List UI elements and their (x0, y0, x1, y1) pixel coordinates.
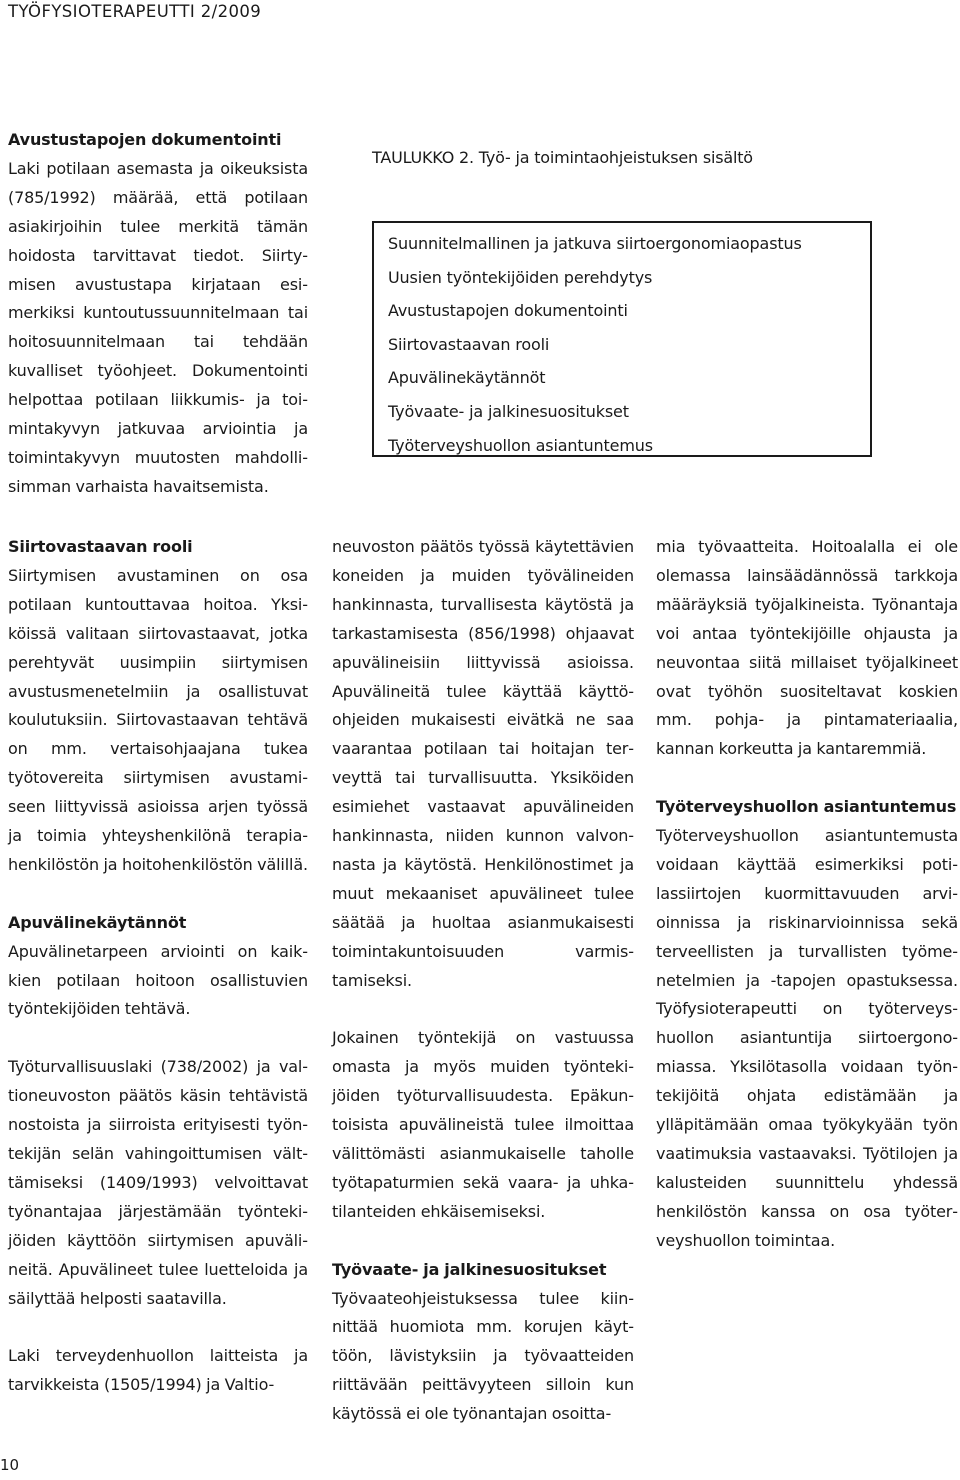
section-heading: Työterveyshuollon asiantuntemus (656, 797, 957, 817)
body-paragraph: Laki potilaan asemasta ja oikeuksista (785/1992) määrää, että potilaan asiakirjoihin tulee merkitä tämän hoidosta tarvittavat tiedot. Siirtymisen avustustapa kirjataan esimerkiksi kuntoutussuunnitelmaan tai hoitosuunnitelmaan tai tehdään kuvalliset työohjeet. Dokumentointi helpottaa potilaan liikkumis- ja toimintakyvyn jatkuvaa arviointia ja toimintakyvyn muutosten mahdollisimman varhaista havaitsemista. (8, 158, 308, 496)
page-number: 10 (0, 1456, 20, 1474)
section-heading: Avustustapojen dokumentointi (8, 130, 282, 149)
body-paragraph: Apuvälinetarpeen arviointi on kaikkien potilaan hoitoon osallistuvien työntekijöiden tehtävä. (8, 941, 308, 1019)
table-row: Suunnitelmallinen ja jatkuva siirtoergonomiaopastus (388, 234, 802, 253)
body-paragraph: mia työvaatteita. Hoitoalalla ei ole olemassa lainsäädännössä tarkkoja määräyksiä työjalkineista. Työnantaja voi antaa työntekijöille ohjausta ja neuvontaa siitä millaiset työjalkineet ovat työhön suositeltavat koskien mm. pohja- ja pintamateriaalia, kannan korkeutta ja kantaremmiä. (656, 537, 958, 759)
paragraph-gap (8, 880, 308, 909)
table-row: Avustustapojen dokumentointi (388, 301, 628, 321)
body-paragraph: neuvoston päätös työssä käytettävien koneiden ja muiden työvälineiden hankinnasta, turvallisesta käytöstä ja tarkastamisesta (856/1998) ohjaavat apuvälineisiin liittyvissä asioissa. Apuvälineitä tulee käyttää käyttöohjeiden mukaisesti eivätkä ne saa vaarantaa potilaan tai hoitajan terveyttä tai turvallisuutta. Yksiköiden esimiehet vastaavat apuvälineiden hankinnasta, niiden kunnon valvonnasta ja käytöstä. Henkilönostimet ja muut mekaaniset apuvälineet tulee säätää ja huoltaa asianmukaisesti toimintakuntoisuuden varmistamiseksi. (332, 537, 634, 990)
table-title: TAULUKKO 2. Työ- ja toimintaohjeistuksen sisältö (372, 148, 753, 167)
body-paragraph: Siirtymisen avustaminen on osa potilaan kuntouttavaa hoitoa. Yksiköissä valitaan siirtovastaavat, jotka perehtyvät uusimpiin siirtymisen avustusmenetelmiin ja osallistuvat koulutuksiin. Siirtovastaavan tehtävä on mm. vertaisohjaajana tukea työtovereita siirtymisen avustamiseen liittyvissä asioissa arjen työssä ja toimia yhteyshenkilönä terapiahenkilöstön ja hoitohenkilöstön välillä. (8, 565, 308, 874)
section-heading: Apuvälinekäytännöt (8, 912, 187, 932)
table-row: Apuvälinekäytännöt (388, 368, 546, 388)
table-row: Työvaate- ja jalkinesuositukset (388, 401, 629, 421)
paragraph-gap (8, 1313, 308, 1342)
body-paragraph: Työterveyshuollon asiantuntemusta voidaan käyttää esimerkiksi potilassiirtojen kuormittavuuden arvioinnissa ja riskinarvioinnissa sekä terveellisten ja turvallisten työmenetelmien ja -tapojen opastuksessa. Työfysioterapeutti on työterveyshuollon asiantuntija siirtoergonomiassa. Yksilötasolla voidaan työntekijöitä ohjata edistämään ja ylläpitämään omaa työkykyään työn vaatimuksia vastaavaksi. Työtilojen ja kalusteiden suunnittelu yhdessä henkilöstön kanssa on osa työterveyshuollon toimintaa. (656, 826, 958, 1250)
body-paragraph: Jokainen työntekijä on vastuussa omasta ja myös muiden työntekijöiden työturvallisuudesta. Epäkuntoisista apuvälineistä tulee ilmoittaa välittömästi asianmukaiselle taholle työtapaturmien sekä vaara- ja uhkatilanteiden ehkäisemiseksi. (332, 1028, 634, 1221)
section-heading: Siirtovastaavan rooli (8, 537, 193, 556)
table-row: Uusien työntekijöiden perehdytys (388, 267, 653, 287)
paragraph-gap (332, 1227, 634, 1256)
section-heading: Työvaate- ja jalkinesuositukset (332, 1259, 607, 1279)
body-paragraph: Työturvallisuuslaki (738/2002) ja valtioneuvoston päätös käsin tehtävistä nostoista ja siirroista erityisesti työntekijän selän vahingoittumisen välttämiseksi (1409/1993) velvoittavat työnantajaa järjestämään työntekijöiden käyttöön siirtymisen apuvälineitä. Apuvälineet tulee luetteloida ja säilyttää helposti saatavilla. (8, 1057, 308, 1308)
column-b (8, 533, 308, 1400)
column-a (8, 126, 308, 502)
paragraph-gap (8, 1024, 308, 1053)
content-table (372, 221, 872, 457)
body-paragraph: Laki terveydenhuollon laitteista ja tarvikkeista (1505/1994) ja Valtio- (8, 1346, 308, 1395)
paragraph-gap (332, 996, 634, 1025)
body-paragraph: Työvaateohjeistuksessa tulee kiinnittää huomiota mm. korujen käyttöön, lävistyksiin ja työvaatteiden riittävään peittävyyteen silloin kun käytössä ei ole työnantajan osoitta- (332, 1288, 634, 1424)
paragraph-gap (656, 764, 958, 793)
table-row: Työterveyshuollon asiantuntemus (388, 435, 653, 455)
journal-header: TYÖFYSIOTERAPEUTTI 2/2009 (8, 2, 262, 21)
table-row: Siirtovastaavan rooli (388, 334, 550, 354)
column-c (332, 533, 634, 1429)
column-d (656, 533, 958, 1256)
